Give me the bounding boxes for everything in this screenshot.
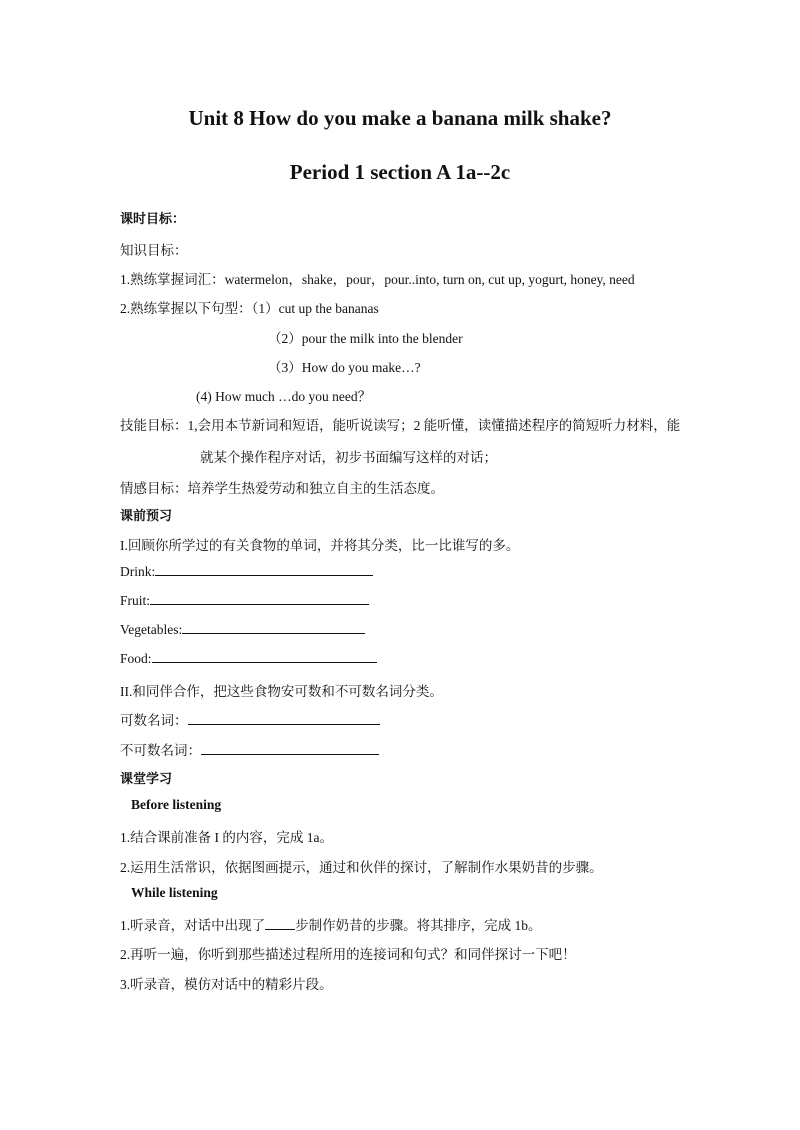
- fruit-blank[interactable]: [150, 592, 369, 605]
- while-item-1-post: 步制作奶昔的步骤。将其排序，完成 1b。: [295, 918, 542, 933]
- period-title: Period 1 section A 1a--2c: [289, 160, 511, 184]
- while-item-1: [120, 914, 542, 934]
- while-item-3: 3.听录音，模仿对话中的精彩片段。: [120, 977, 333, 992]
- knowledge-item-1: 1.熟练掌握词汇：watermelon，shake，pour，pour..into, turn on, cut up, yogurt, honey, need: [120, 272, 635, 287]
- knowledge-item-2c: （3）How do you make…?: [268, 360, 421, 375]
- skills-objective: 技能目标：1,会用本节新词和短语，能听说读写；2 能听懂，读懂描述程序的简短听力材料，能: [120, 418, 681, 433]
- steps-count-blank[interactable]: [265, 917, 295, 930]
- fruit-label: Fruit:: [120, 593, 151, 608]
- drink-row: [120, 563, 373, 580]
- knowledge-item-2d: (4) How much …do you need？: [196, 389, 372, 404]
- vegetables-row: [120, 621, 365, 638]
- knowledge-item-2b: （2）pour the milk into the blender: [268, 331, 463, 346]
- uncountable-blank[interactable]: [201, 742, 379, 755]
- food-blank[interactable]: [152, 650, 377, 663]
- countable-row: [120, 709, 380, 729]
- before-item-1: 1.结合课前准备 I 的内容，完成 1a。: [120, 830, 333, 845]
- countable-label: 可数名词：: [120, 713, 188, 728]
- preview-question-1: I.回顾你所学过的有关食物的单词，并将其分类，比一比谁写的多。: [120, 538, 520, 553]
- skills-objective-cont: 就某个操作程序对话，初步书面编写这样的对话；: [200, 450, 497, 465]
- objectives-heading: 课时目标：: [120, 212, 186, 227]
- fruit-row: [120, 592, 369, 609]
- while-item-2: 2.再听一遍，你听到那些描述过程所用的连接词和句式？和同伴探讨一下吧！: [120, 947, 576, 962]
- before-item-2: 2.运用生活常识，依据图画提示，通过和伙伴的探讨，了解制作水果奶昔的步骤。: [120, 860, 603, 875]
- vegetables-label: Vegetables:: [120, 622, 183, 637]
- drink-blank[interactable]: [155, 563, 373, 576]
- food-row: [120, 650, 377, 667]
- preview-question-2: II.和同伴合作，把这些食物安可数和不可数名词分类。: [120, 684, 443, 699]
- before-listening-heading: Before listening: [131, 797, 222, 812]
- uncountable-label: 不可数名词：: [120, 743, 201, 758]
- knowledge-item-2: 2.熟练掌握以下句型：（1）cut up the bananas: [120, 301, 379, 316]
- class-heading: 课堂学习: [120, 772, 173, 787]
- food-label: Food:: [120, 651, 152, 666]
- while-item-1-pre: 1.听录音，对话中出现了: [120, 918, 266, 933]
- while-listening-heading: While listening: [131, 885, 218, 900]
- emotion-objective: 情感目标：培养学生热爱劳动和独立自主的生活态度。: [120, 481, 444, 496]
- vegetables-blank[interactable]: [182, 621, 365, 634]
- countable-blank[interactable]: [188, 712, 380, 725]
- unit-title: Unit 8 How do you make a banana milk shake?: [188, 106, 612, 130]
- knowledge-label: 知识目标：: [120, 243, 188, 258]
- uncountable-row: [120, 739, 379, 759]
- drink-label: Drink:: [120, 564, 156, 579]
- preview-heading: 课前预习: [120, 509, 173, 524]
